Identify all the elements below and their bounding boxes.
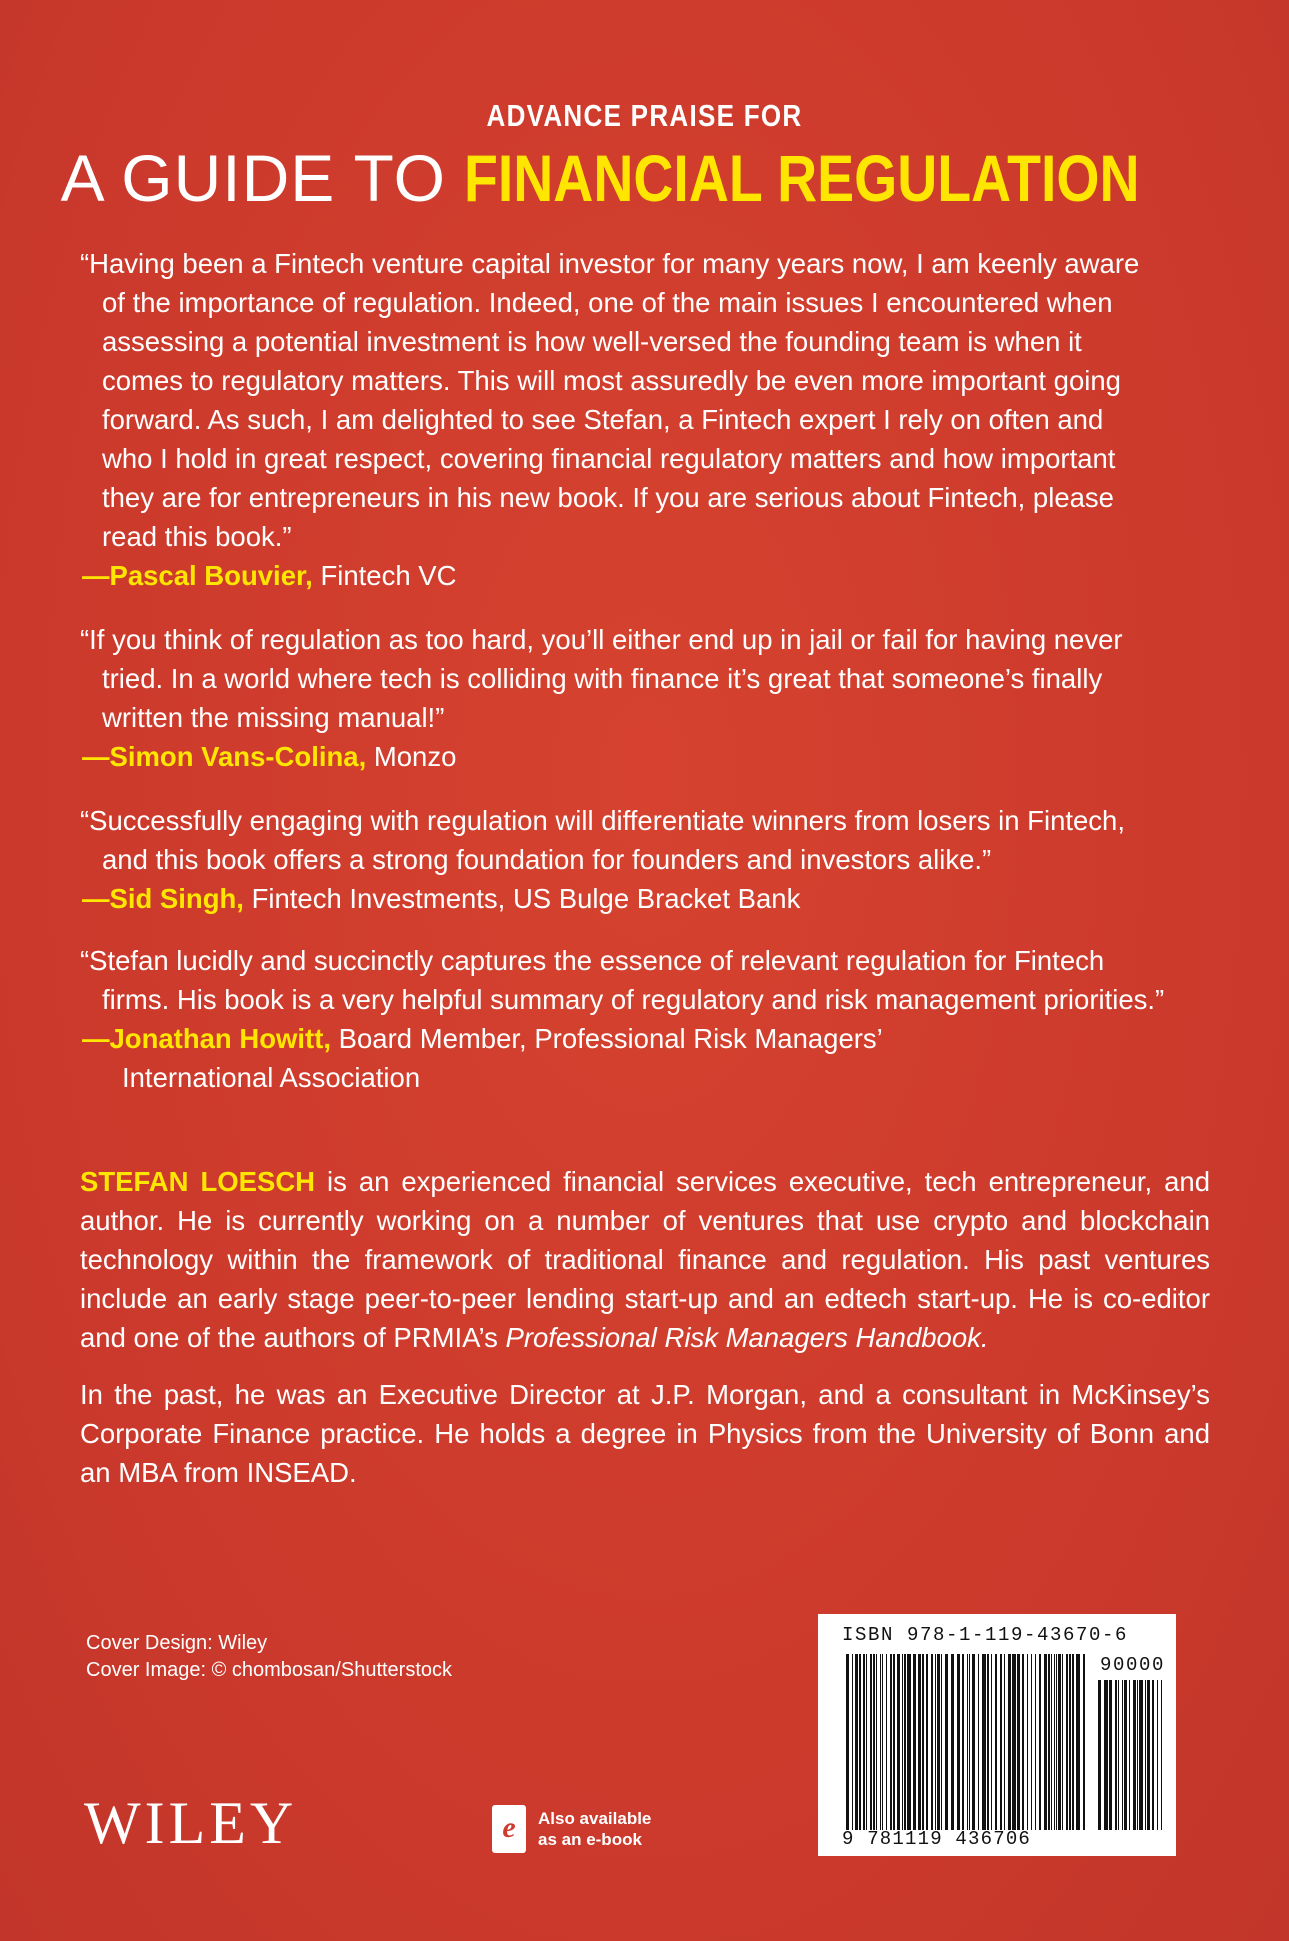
quote-affiliation: Board Member, Professional Risk Managers’ [331, 1023, 883, 1054]
isbn-number: ISBN 978-1-119-43670-6 [842, 1624, 1129, 1646]
ebook-badge [492, 1805, 651, 1853]
barcode-digits: 9 781119 436706 [842, 1828, 1032, 1850]
bio-text: is an experienced financial services executive, tech entrepreneur, and author. He is currently working on a number of ventures that use crypto and blockchain technology within the framework of traditional finance and regulation. His past ventures include an early stage peer-to-peer lending start-up and an edtech start-up. He is co-editor and one of the authors of PRMIA’s [80, 1166, 1211, 1353]
barcode-bars-icon [846, 1654, 1090, 1830]
ebook-line-1: Also available [538, 1809, 652, 1828]
bio-paragraph-1 [80, 1162, 1210, 1357]
author-name: STEFAN LOESCH [80, 1166, 316, 1197]
quote-attribution [80, 879, 1210, 918]
ebook-icon: e [492, 1805, 526, 1853]
title-part-2: FINANCIAL REGULATION [464, 141, 1140, 215]
cover-credits [86, 1630, 452, 1684]
quote-author: —Simon Vans-Colina, [82, 741, 367, 772]
quote-affiliation: Monzo [366, 741, 457, 772]
quote-line: firms. His book is a very helpful summary of regulatory and risk management priorities.” [102, 984, 1165, 1015]
praise-quote-1 [80, 244, 1210, 595]
quote-line: “Having been a Fintech venture capital investor for many years now, I am keenly aware [80, 248, 1140, 279]
bio-paragraph-2: In the past, he was an Executive Director at J.P. Morgan, and a consultant in McKinsey’s Corporate Finance practice. He holds a degree in Physics from the University of Bonn and an MBA from INSEAD. [80, 1379, 1210, 1488]
publisher-logo: WILEY [84, 1790, 298, 1856]
quote-line: written the missing manual!” [102, 702, 445, 733]
quote-line: “Successfully engaging with regulation will differentiate winners from losers in Fintech, [80, 805, 1125, 836]
quote-author: —Jonathan Howitt, [82, 1023, 332, 1054]
quote-line: “If you think of regulation as too hard, you’ll either end up in jail or fail for having never [80, 624, 1123, 655]
quote-affiliation-continued: International Association [122, 1062, 421, 1093]
praise-quote-3 [80, 801, 1210, 918]
quote-attribution [80, 556, 1210, 595]
quote-author: —Pascal Bouvier, [82, 560, 313, 591]
quote-attribution [80, 1019, 1210, 1058]
isbn-barcode [818, 1614, 1176, 1856]
quote-affiliation: Fintech Investments, US Bulge Bracket Bank [243, 883, 801, 914]
praise-eyebrow: ADVANCE PRAISE FOR [486, 98, 803, 133]
quote-affiliation: Fintech VC [312, 560, 457, 591]
ebook-label [538, 1808, 651, 1850]
quote-line: of the importance of regulation. Indeed, one of the main issues I encountered when [102, 287, 1113, 318]
quote-attribution [80, 737, 1210, 776]
author-bio [80, 1162, 1210, 1510]
title-part-1: A GUIDE TO [60, 141, 446, 215]
cover-image-credit: Cover Image: © chombosan/Shutterstock [86, 1659, 453, 1681]
praise-quote-2 [80, 620, 1210, 776]
quote-author: —Sid Singh, [82, 883, 244, 914]
barcode-addon-bars-icon [1098, 1680, 1164, 1830]
quote-line: forward. As such, I am delighted to see Stefan, a Fintech expert I rely on often and [102, 404, 1104, 435]
quote-line: read this book.” [102, 521, 292, 552]
cover-design-credit: Cover Design: Wiley [86, 1632, 268, 1654]
quote-line: and this book offers a strong foundation for founders and investors alike.” [102, 844, 992, 875]
quote-line: “Stefan lucidly and succinctly captures the essence of relevant regulation for Fintech [80, 945, 1105, 976]
ebook-line-2: as an e-book [538, 1830, 642, 1849]
quote-line: who I hold in great respect, covering financial regulatory matters and how important [102, 443, 1116, 474]
quote-line: tried. In a world where tech is colliding with finance it’s great that someone’s finally [102, 663, 1103, 694]
praise-quote-4 [80, 941, 1210, 1097]
price-code: 90000 [1100, 1654, 1166, 1676]
quote-line: comes to regulatory matters. This will most assuredly be even more important going [102, 365, 1121, 396]
quote-line: they are for entrepreneurs in his new book. If you are serious about Fintech, please [102, 482, 1114, 513]
quote-line: assessing a potential investment is how well-versed the founding team is when it [102, 326, 1082, 357]
book-title [0, 140, 1289, 216]
handbook-title: Professional Risk Managers Handbook. [505, 1322, 989, 1353]
